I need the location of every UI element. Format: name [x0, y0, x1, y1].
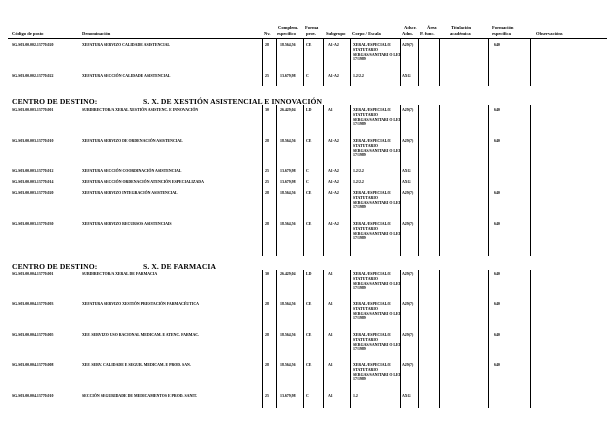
row-adscription: AXG — [402, 180, 411, 184]
row-code: SG.S03.00.002.13770.022 — [12, 74, 54, 78]
row-code: SG.S03.00.004.13770.005 — [12, 333, 54, 337]
row-subgroup: A1-A2 — [328, 180, 339, 184]
row-training: 640 — [494, 191, 500, 195]
row-complement: 13.679,98 — [280, 169, 296, 173]
row-adscription: A29(7) — [402, 139, 414, 143]
column-divider — [488, 105, 489, 256]
row-adscription: A29(7) — [402, 333, 414, 337]
row-provision: C — [306, 180, 309, 184]
header-subgrupo: Subgrupo — [326, 31, 346, 36]
header-rule — [8, 38, 607, 39]
column-divider — [400, 38, 401, 86]
row-training: 640 — [494, 272, 500, 276]
row-level: 28 — [265, 191, 269, 195]
row-code: SG.S03.00.004.13770.010 — [12, 394, 54, 398]
column-divider — [530, 105, 531, 256]
row-provision: CE — [306, 43, 312, 47]
row-level: 25 — [265, 74, 269, 78]
column-divider — [303, 38, 304, 86]
column-divider — [303, 270, 304, 408]
header-area-2: P. func. — [420, 31, 435, 36]
row-corps: XERAL/ESPECIAL/E STATUTARIO SERGAS/SANITARI O LEI 17/1989 — [353, 139, 401, 158]
row-corps: XERAL/ESPECIAL/E STATUTARIO SERGAS/SANITARI O LEI 17/1989 — [353, 108, 401, 127]
header-nv: Nv. — [264, 31, 271, 36]
row-subgroup: A1 — [328, 302, 333, 306]
row-complement: 18.564,56 — [280, 222, 296, 226]
header-forma-2: prov. — [306, 31, 316, 36]
row-denomination: SUBDIRECTOR/A XERAL XESTIÓN ASISTENC. E INNOVACIÓN — [82, 108, 199, 112]
column-divider — [323, 38, 324, 86]
column-divider — [488, 38, 489, 86]
column-divider — [276, 105, 277, 256]
row-provision: C — [306, 74, 309, 78]
row-subgroup: A1 — [328, 333, 333, 337]
header-complem-2: específico — [277, 31, 296, 36]
column-divider — [400, 270, 401, 408]
row-provision: CE — [306, 191, 312, 195]
header-adscr-2: Adm. — [402, 31, 413, 36]
row-provision: C — [306, 394, 309, 398]
column-divider — [439, 270, 440, 408]
header-complem-1: Complem. — [278, 25, 299, 30]
row-training: 640 — [494, 108, 500, 112]
column-divider — [418, 38, 419, 86]
row-training: 640 — [494, 333, 500, 337]
row-training: 640 — [494, 302, 500, 306]
row-code: SG.S03.00.003.13770.014 — [12, 180, 54, 184]
row-complement: 18.564,56 — [280, 302, 296, 306]
row-provision: CE — [306, 333, 312, 337]
column-divider — [439, 38, 440, 86]
row-subgroup: A1 — [328, 394, 333, 398]
section-heading — [12, 97, 323, 106]
row-code: SG.S03.00.004.13770.001 — [12, 272, 54, 276]
row-denomination: XEFATURA SECCIÓN CALIDADE ASISTENCIAL — [82, 74, 171, 78]
row-provision: CE — [306, 222, 312, 226]
row-subgroup: A1 — [328, 272, 333, 276]
row-corps: XERAL/ESPECIAL/E STATUTARIO SERGAS/SANITARI O LEI 17/1989 — [353, 272, 401, 291]
row-corps: 1.2/2.2 — [353, 180, 364, 184]
row-level: 25 — [265, 180, 269, 184]
row-complement: 26.429,04 — [280, 108, 296, 112]
row-training: 640 — [494, 222, 500, 226]
row-complement: 18.564,56 — [280, 43, 296, 47]
row-adscription: AXG — [402, 169, 411, 173]
row-adscription: A29(7) — [402, 363, 414, 367]
column-divider — [276, 270, 277, 408]
row-denomination: XEFATURA SECCIÓN COORDINACIÓN ASISTENCIAL — [82, 169, 182, 173]
section-label: CENTRO DE DESTINO: — [12, 262, 98, 271]
column-divider — [418, 270, 419, 408]
row-subgroup: A1-A2 — [328, 43, 339, 47]
row-complement: 13.679,98 — [280, 394, 296, 398]
row-complement: 18.564,56 — [280, 139, 296, 143]
row-level: 28 — [265, 222, 269, 226]
section-name: S. X. DE XESTIÓN ASISTENCIAL E INNOVACIÓN — [143, 97, 323, 106]
row-code: SG.S03.00.003.13770.001 — [12, 108, 54, 112]
row-subgroup: A1-A2 — [328, 191, 339, 195]
column-divider — [262, 270, 263, 408]
row-adscription: AXG — [402, 394, 411, 398]
row-adscription: A29(7) — [402, 222, 414, 226]
row-subgroup: A1-A2 — [328, 222, 339, 226]
row-denomination: XEFATURA SECCIÓN ORDENACIÓN ATENCIÓN ESPECIALIZADA — [82, 180, 204, 184]
row-corps: XERAL/ESPECIAL/E STATUTARIO SERGAS/SANITARI O LEI 17/1989 — [353, 43, 401, 62]
row-adscription: A29(7) — [402, 108, 414, 112]
row-provision: C — [306, 169, 309, 173]
row-provision: LD — [306, 108, 312, 112]
row-subgroup: A1-A2 — [328, 169, 339, 173]
row-training: 640 — [494, 363, 500, 367]
row-denomination: SUBDIRECTOR/A XERAL DE FARMACIA — [82, 272, 158, 276]
row-adscription: A29(7) — [402, 191, 414, 195]
column-divider — [488, 270, 489, 408]
row-level: 28 — [265, 363, 269, 367]
section-label: CENTRO DE DESTINO: — [12, 97, 98, 106]
row-corps: XERAL/ESPECIAL/E STATUTARIO SERGAS/SANITARI O LEI 17/1989 — [353, 191, 401, 210]
row-complement: 18.564,56 — [280, 191, 296, 195]
row-level: 30 — [265, 108, 269, 112]
row-corps: XERAL/ESPECIAL/E STATUTARIO SERGAS/SANITARI O LEI 17/1989 — [353, 302, 401, 321]
column-divider — [418, 105, 419, 256]
row-complement: 18.564,56 — [280, 333, 296, 337]
row-corps: XERAL/ESPECIAL/E STATUTARIO SERGAS/SANITARI O LEI 17/1989 — [353, 333, 401, 352]
column-divider — [323, 270, 324, 408]
column-divider — [262, 38, 263, 86]
row-denomination: XEFATURA SERVIZO CALIDADE ASISTENCIAL — [82, 43, 171, 47]
row-corps: 1.2 — [353, 394, 358, 398]
row-corps: XERAL/ESPECIAL/E STATUTARIO SERGAS/SANITARI O LEI 17/1989 — [353, 363, 401, 382]
row-complement: 13.679,98 — [280, 180, 296, 184]
row-complement: 18.564,56 — [280, 363, 296, 367]
row-denomination: XEFATURA SERVIZO RECURSOS ASISTENCIAIS — [82, 222, 172, 226]
header-forma-1: Forma — [305, 25, 319, 30]
row-provision: CE — [306, 139, 312, 143]
header-area-1: Área — [427, 25, 437, 30]
row-code: SG.S03.00.003.13770.030 — [12, 222, 54, 226]
row-code: SG.S03.00.004.13770.003 — [12, 302, 54, 306]
row-training: 640 — [494, 139, 500, 143]
row-training: 640 — [494, 43, 500, 47]
column-divider — [350, 105, 351, 256]
row-adscription: A29(7) — [402, 302, 414, 306]
row-code: SG.S03.00.004.13770.008 — [12, 363, 54, 367]
column-divider — [276, 38, 277, 86]
column-divider — [323, 105, 324, 256]
row-level: 30 — [265, 272, 269, 276]
row-level: 25 — [265, 169, 269, 173]
row-denomination: SECCIÓN SEGURIDADE DE MEDICAMENTOS E PROD. SANIT. — [82, 394, 198, 398]
header-titulacion-2: académica — [450, 31, 471, 36]
header-observaciones: Observacións — [536, 31, 563, 36]
row-denomination: XEFATURA SERVIZO XESTIÓN PRESTACIÓN FARMACÉUTICA — [82, 302, 199, 306]
row-code: SG.S03.00.003.13770.012 — [12, 169, 54, 173]
header-titulacion-1: Titulación — [451, 25, 472, 30]
row-adscription: AXG — [402, 74, 411, 78]
header-formacion-1: Formación — [492, 25, 514, 30]
row-corps: 1.2/2.2 — [353, 169, 364, 173]
column-divider — [350, 270, 351, 408]
row-provision: CE — [306, 363, 312, 367]
row-level: 28 — [265, 139, 269, 143]
header-formacion-2: específica — [492, 31, 511, 36]
row-subgroup: A1-A2 — [328, 74, 339, 78]
column-divider — [350, 38, 351, 86]
header-denominacion: Denominación — [82, 31, 111, 36]
row-code: SG.S03.00.002.13770.020 — [12, 43, 54, 47]
row-denomination: XEFATURA SERVIZO INTEGRACIÓN ASISTENCIAL — [82, 191, 178, 195]
row-adscription: A29(7) — [402, 43, 414, 47]
row-code: SG.S03.00.003.13770.020 — [12, 191, 54, 195]
row-denomination: XEF. SERVIZO USO RACIONAL MEDICAM. E ATENC. FARMAC. — [82, 333, 200, 337]
column-divider — [303, 105, 304, 256]
row-code: SG.S03.00.003.13770.010 — [12, 139, 54, 143]
row-level: 25 — [265, 394, 269, 398]
row-level: 28 — [265, 43, 269, 47]
column-divider — [439, 105, 440, 256]
row-adscription: A29(7) — [402, 272, 414, 276]
header-codigo: Código de posto — [12, 31, 44, 36]
header-adscr-1: Adscr. — [404, 25, 417, 30]
row-level: 28 — [265, 333, 269, 337]
row-complement: 13.679,98 — [280, 74, 296, 78]
row-denomination: XEFATURA SERVIZO DE ORDENACIÓN ASISTENCIAL — [82, 139, 183, 143]
row-subgroup: A1 — [328, 108, 333, 112]
column-divider — [530, 270, 531, 408]
section-name: S. X. DE FARMACIA — [143, 262, 217, 271]
row-denomination: XEF. SERV. CALIDADE E SEGUR. MEDICAM. E PROD. SAN. — [82, 363, 191, 367]
row-provision: CE — [306, 302, 312, 306]
row-corps: 1.2/2.2 — [353, 74, 364, 78]
section-heading — [12, 262, 217, 271]
row-corps: XERAL/ESPECIAL/E STATUTARIO SERGAS/SANITARI O LEI 17/1989 — [353, 222, 401, 241]
row-provision: LD — [306, 272, 312, 276]
row-subgroup: A1 — [328, 363, 333, 367]
row-level: 28 — [265, 302, 269, 306]
column-divider — [400, 105, 401, 256]
column-divider — [262, 105, 263, 256]
column-divider — [530, 38, 531, 86]
header-corpo: Corpo / Escala — [352, 31, 381, 36]
row-complement: 26.429,04 — [280, 272, 296, 276]
row-subgroup: A1-A2 — [328, 139, 339, 143]
